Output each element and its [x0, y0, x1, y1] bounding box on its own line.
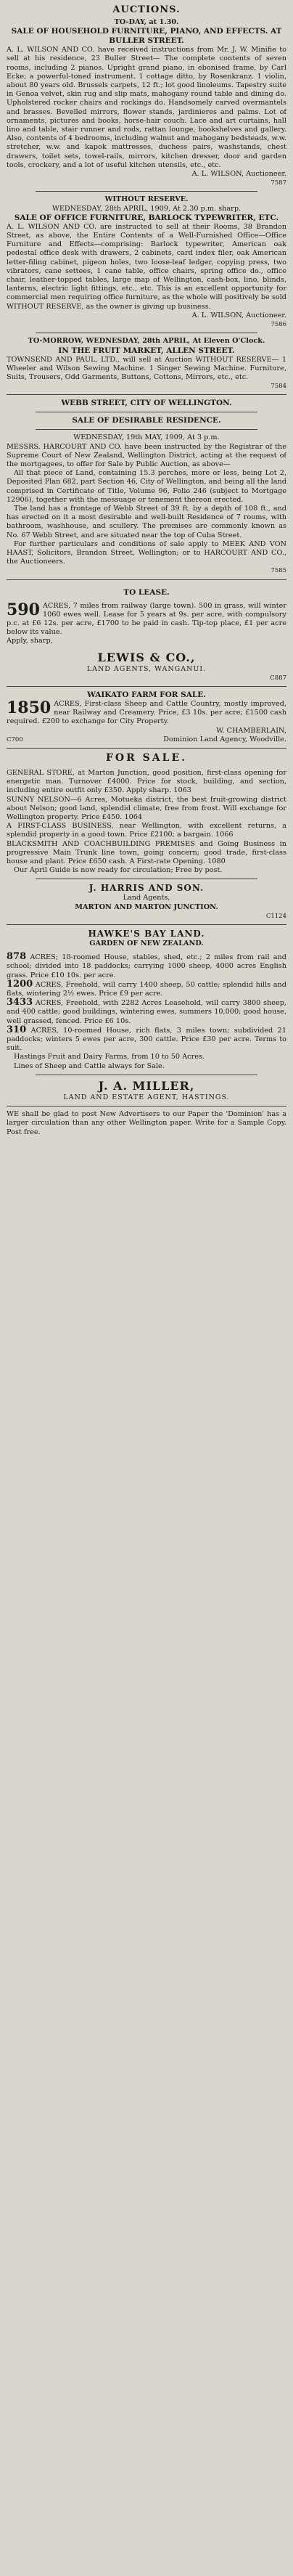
ad-headline: TO LEASE.: [123, 587, 170, 597]
ad-waikato-farm: [7, 690, 286, 744]
divider: [7, 748, 286, 749]
listing: BLACKSMITH AND COACHBUILDING PREMISES and Going Business in progressive Main Trunk line town, going concern; good trade, first-class house and plant. Price £650 cash. A First-rate Opening. 1080: [7, 839, 286, 866]
ad-signature: W. CHAMBERLAIN,: [216, 726, 286, 735]
listing: SUNNY NELSON—6 Acres, Motueka district, the best fruit-growing district about Nelson; good land, splendid climate, free from frost. Will exchange for Wellington property. Price £450. 1064: [7, 795, 286, 822]
listing-note: Lines of Sheep and Cattle always for Sale.: [14, 1061, 165, 1070]
listing: ACRES, 10-roomed House, rich flats, 3 miles town; subdivided 21 paddocks; winters 5 ewes per acre, 300 cattle. Price £30 per acre. Terms to suit.: [7, 1026, 286, 1053]
ad-acres-number: 1850: [7, 698, 51, 717]
ad-acres-number: 590: [7, 600, 40, 619]
divider: [36, 191, 257, 192]
ad-fruit-market: [7, 337, 286, 391]
ad-headline: WEBB STREET, CITY OF WELLINGTON.: [61, 399, 232, 408]
ad-code: 7587: [271, 179, 286, 187]
ad-signature: A. L. WILSON, Auctioneer.: [191, 170, 286, 179]
listing: ACRES, Freehold, with 2282 Acres Leasehold, will carry 3800 sheep, and 400 cattle; good buildings, wintering ewes, summers 10,000; good house, well grassed, fenced. Price £6 10s.: [7, 999, 286, 1025]
listing-note: Our April Guide is now ready for circulation; Free by post.: [14, 866, 223, 875]
ad-signature: A. L. WILSON, Auctioneer.: [191, 311, 286, 319]
agent-subtitle: LAND AGENTS, WANGANUI.: [86, 664, 207, 673]
ad-code: 7585: [271, 567, 286, 575]
divider: [7, 686, 286, 687]
ad-headline: WAIKATO FARM FOR SALE.: [87, 690, 206, 699]
ad-body: TOWNSEND AND PAUL, LTD., will sell at Auction WITHOUT RESERVE— 1 Wheeler and Wilson Sewing Machine. 1 Singer Sewing Machine. Furniture, Suits, Trousers, Odd Garments, Buttons, Cottons, Mirrors, etc., etc.: [7, 355, 286, 381]
agent-name: J. HARRIS AND SON.: [88, 883, 205, 894]
newspaper-page: [7, 4, 286, 2567]
agent-location: MARTON AND MARTON JUNCTION.: [75, 902, 218, 911]
ad-date: WEDNESDAY, 19th MAY, 1909, At 3 p.m.: [73, 433, 220, 442]
ad-agency: Dominion Land Agency, Woodville.: [163, 735, 286, 743]
listing-acres: 3433: [7, 997, 33, 1008]
ad-code: C1124: [265, 912, 286, 920]
ad-body: A. L. WILSON AND CO. have received instructions from Mr. J. W. Minifie to sell at his residence, 23 Buller Street— The complete contents of seven rooms, including 2 pianos. Upright grand piano, in ebonised frame, by Carl Ecke; a powerful-toned instrument. 1 cottage ditto, by Rosenkranz. 1 violin, about 80 years old. Brussels carpets, 12 ft.; lot good linoleums. Tapestry suite in Genoa velvet, skin rug and slip mats, mahogany round table and dining do. Upholstered rocker chairs and rockings do. Handsomely carved overmantels and brasses. Bevelled mirrors, flower stands, jardinieres and palms. Lot of ornaments, pictures and books, horse-hair couch. Lace and art curtains, hall lino and table, stair runner and rods, rattan lounge, bookshelves and gallery. Also, contents of 4 bedrooms, including walnut and mahogany bedsteads, w.w. stretcher, w.w. and kapok mattresses, duchess pairs, washstands, chest drawers, toilet sets, towel-rails, mirrors, kitchen dresser, door and garden tools, crockery, and a lot of useful kitchen utensils, etc., etc.: [7, 46, 286, 169]
ad-headline: FOR SALE.: [105, 752, 187, 764]
ad-body: All that piece of Land, containing 15.3 perches, more or less, being Lot 2, Deposited Plan 682, part Section 46, City of Wellington, and being all the land comprised in Certificate of Title, Volume 96, Folio 246 (subject to Mortgage 12906), together with the messuage or tenement thereon erected.: [7, 469, 286, 504]
listing: A FIRST-CLASS BUSINESS, near Wellington, with excellent returns, a splendid property in a good town. Price £2100; a bargain. 1066: [7, 822, 286, 839]
listing: ACRES; 10-roomed House, stables, shed, etc.; 2 miles from rail and school; divided into 18 paddocks; carrying 1000 sheep, 4000 acres English grass. Price £10 10s. per acre.: [7, 953, 286, 979]
agent-subtitle: Land Agents,: [123, 894, 170, 902]
ad-when: WITHOUT RESERVE.: [104, 195, 189, 204]
ad-headline: IN THE FRUIT MARKET, ALLEN STREET.: [58, 346, 235, 355]
listing: GENERAL STORE, at Marton Junction, good position, first-class opening for energetic man. Turnover £4000. Price for stock, building, and section, including entire outfit only £350. Apply sharp. 1063: [7, 769, 286, 795]
ad-subheadline: GARDEN OF NEW ZEALAND.: [89, 939, 204, 948]
ad-when: TO-DAY, at 1.30.: [114, 18, 179, 26]
listing: ACRES, Freehold, will carry 1400 sheep, 50 cattle; splendid hills and flats, wintering 2½ ewes. Price £9 per acre.: [7, 980, 286, 998]
ad-office-furniture: [7, 195, 286, 329]
ad-for-sale: [7, 752, 286, 921]
ad-code: 7586: [271, 321, 286, 329]
ad-body: The land has a frontage of Webb Street of 39 ft. by a depth of 108 ft., and has erected on it a most desirable and well-built Residence of 7 rooms, with bathroom, washhouse, and scullery. The premises are commonly known as No. 67 Webb Street, and are situated near the top of Cuba Street.: [7, 504, 286, 539]
listing-acres: 878: [7, 951, 27, 963]
ad-date: WEDNESDAY, 28th APRIL, 1909, At 2.30 p.m. sharp.: [51, 204, 242, 213]
ad-to-lease: [7, 584, 286, 682]
ad-apply: Apply, sharp,: [7, 637, 53, 645]
ad-furniture-piano: [7, 18, 286, 187]
ad-code: C700: [7, 735, 23, 743]
ad-webb-street: [7, 399, 286, 575]
ad-headline: SALE OF OFFICE FURNITURE, BARLOCK TYPEWRITER, ETC.: [14, 213, 279, 222]
listing-acres: 310: [7, 1024, 27, 1035]
listing-note: Hastings Fruit and Dairy Farms, from 10 to 50 Acres.: [14, 1053, 205, 1061]
ad-body: A. L. WILSON AND CO. are instructed to sell at their Rooms, 38 Brandon Street, as above, the Entire Contents of a Well-Furnished Office—Office Furniture and Effects—comprising: Barlock typewriter, American oak pedestal office desk with drawers, 2 cabinets, card index filer, oak American letter-filing cabinet, pigeon holes, two loose-leaf ledger, copying press, two vibrators, cane settees, 1 cane table, office chairs, spring office do., office chair, leather-topped tables, large map of Wellington, cash-box, lino, blinds, lanterns, electric light fittings, etc., etc. This is an excellent opportunity for commercial men requiring office furniture, as the whole will positively be sold WITHOUT RESERVE, as the owner is giving up business.: [7, 222, 286, 311]
ad-code: C887: [270, 674, 286, 682]
divider: [7, 394, 286, 395]
agent-name: LEWIS & CO.,: [97, 650, 196, 664]
divider: [36, 429, 257, 430]
ad-subheadline: SALE OF DESIRABLE RESIDENCE.: [72, 416, 221, 425]
agent-subtitle: LAND AND ESTATE AGENT, HASTINGS.: [63, 1093, 230, 1101]
ad-circulation: [7, 1110, 286, 1137]
ad-headline: SALE OF HOUSEHOLD FURNITURE, PIANO, AND EFFECTS. AT BULLER STREET.: [11, 27, 282, 46]
agent-name: J. A. MILLER,: [98, 1078, 195, 1093]
section-heading: AUCTIONS.: [112, 4, 181, 15]
ad-when: TO-MORROW, WEDNESDAY, 28th APRIL, At Eleven O'Clock.: [28, 337, 265, 346]
ad-body: For further particulars and conditions of sale apply to MEEK AND VON HAAST, Solicitors, Brandon Street, Wellington; or to HARCOURT AND CO., the Auctioneers.: [7, 539, 286, 566]
ad-headline: HAWKE'S BAY LAND.: [88, 929, 205, 939]
ad-body: WE shall be glad to post New Advertisers to our Paper the 'Dominion' has a larger circulation than any other Wellington paper. Write for a Sample Copy. Post free.: [7, 1110, 286, 1136]
listing-acres: 1200: [7, 978, 33, 990]
ad-hawkes-bay: [7, 929, 286, 1102]
ad-body: MESSRS. HARCOURT AND CO. have been instructed by the Registrar of the Supreme Court of New Zealand, Wellington District, acting at the request of the mortgagees, to offer for Sale by Public Auction, as above—: [7, 442, 286, 468]
ad-body: ACRES, 7 miles from railway (large town). 500 in grass, will winter 1060 ewes well. Lease for 5 years at 9s. per acre, with compulsory p.c. at £6 12s. per acre, £1700 to be paid in cash. Tip-top place, £1 per acre below its value.: [7, 601, 286, 637]
divider: [7, 924, 286, 925]
ad-body: ACRES, First-class Sheep and Cattle Country, mostly improved, near Railway and Creamery. Price, £3 10s. per acre; £1500 cash required. £200 to exchange for City Property.: [7, 699, 286, 726]
ad-code: 7584: [271, 383, 286, 391]
divider: [7, 579, 286, 580]
